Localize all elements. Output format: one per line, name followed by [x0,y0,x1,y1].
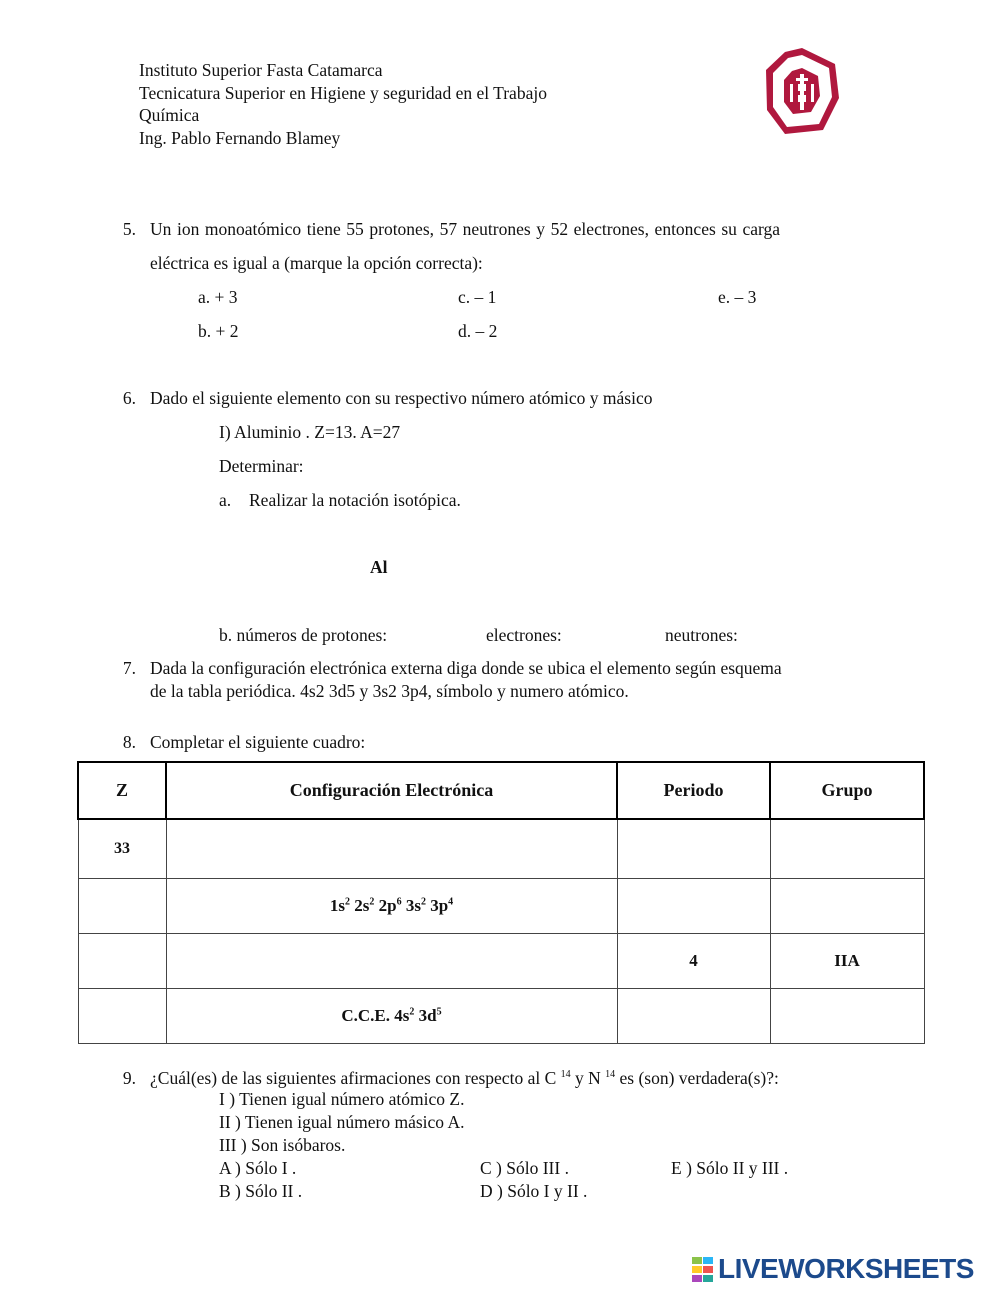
question-6-a-label: a. [219,490,232,510]
question-6-electrones-label: electrones: [486,625,562,645]
program-name: Tecnicatura Superior en Higiene y seguridad en el Trabajo [139,83,547,103]
institute-seal-logo [763,46,841,136]
question-7-text-line2: de la tabla periódica. 4s2 3d5 y 3s2 3p4, símbolo y numero atómico. [150,681,629,701]
question-9-text: ¿Cuál(es) de las siguientes afirmaciones con respecto al C $^{14}$ y N $^{14}$ es (son) verdadera(s)?: [150,1068,779,1088]
question-5-text-line1: Un ion monoatómico tiene 55 protones, 57 neutrones y 52 electrones, entonces su carga [150,219,781,239]
question-5-option-e: e. – 3 [718,287,757,307]
question-7-text-line1: Dada la configuración electrónica externa diga donde se ubica el elemento según esquema [150,658,782,678]
question-6-determinar: Determinar: [219,456,304,476]
table-row [78,819,924,878]
question-9-option-a: A ) Sólo I . [219,1158,297,1178]
row3-config-cell[interactable] [166,933,617,988]
question-9-number: 9. [122,1068,136,1088]
liveworksheets-logo [692,1252,992,1286]
question-7-number: 7. [122,658,136,678]
question-5-number: 5. [122,219,136,239]
row4-z-cell[interactable] [78,988,166,1043]
row1-config-cell[interactable] [166,819,617,878]
isotope-symbol: Al [370,557,388,577]
question-6-number: 6. [122,388,136,408]
header-config: Configuración Electrónica [166,762,617,819]
row4-grupo-cell[interactable] [770,988,924,1043]
row2-grupo-cell[interactable] [770,878,924,933]
question-8-number: 8. [122,732,136,752]
row3-z-cell[interactable] [78,933,166,988]
electron-config-table [77,761,925,1044]
table-row [78,988,924,1043]
teacher-name: Ing. Pablo Fernando Blamey [139,128,341,148]
question-5-option-c: c. – 1 [458,287,497,307]
row1-periodo-cell[interactable] [617,819,770,878]
question-9-statement-2: II ) Tienen igual número másico A. [219,1112,465,1132]
question-9-option-d: D ) Sólo I y II . [480,1181,588,1201]
table-row [78,878,924,933]
row2-periodo-cell[interactable] [617,878,770,933]
question-6-a-text: Realizar la notación isotópica. [249,490,461,510]
liveworksheets-blocks-icon [692,1257,714,1283]
question-9-option-c: C ) Sólo III . [480,1158,569,1178]
question-9-option-b: B ) Sólo II . [219,1181,303,1201]
row3-periodo: 4 [617,933,770,988]
question-9-statement-1: I ) Tienen igual número atómico Z. [219,1089,465,1109]
row1-grupo-cell[interactable] [770,819,924,878]
question-5-text-line2: eléctrica es igual a (marque la opción correcta): [150,253,483,273]
question-6-text: Dado el siguiente elemento con su respectivo número atómico y másico [150,388,653,408]
table-row [78,933,924,988]
institution-name: Instituto Superior Fasta Catamarca [139,60,383,80]
subject-name: Química [139,105,200,125]
row2-config: $1s^2$ $2s^2$ $2p^6$ $3s^2$ $3p^4$ [166,878,617,933]
question-6-protones-label: b. números de protones: [219,625,388,645]
row4-periodo-cell[interactable] [617,988,770,1043]
header-grupo: Grupo [770,762,924,819]
header-periodo: Periodo [617,762,770,819]
row1-z: 33 [78,819,166,878]
question-5-option-b: b. + 2 [198,321,239,341]
question-6-neutrones-label: neutrones: [665,625,738,645]
header-z: Z [78,762,166,819]
row2-z-cell[interactable] [78,878,166,933]
question-9-option-e: E ) Sólo II y III . [671,1158,789,1178]
question-6-element: I) Aluminio . Z=13. A=27 [219,422,401,442]
question-5-option-a: a. + 3 [198,287,238,307]
question-8-text: Completar el siguiente cuadro: [150,732,366,752]
row3-grupo: IIA [770,933,924,988]
table-header-row [78,762,924,819]
question-5-option-d: d. – 2 [458,321,498,341]
row4-config: C.C.E. $4s^2$ $3d^5$ [166,988,617,1043]
liveworksheets-brand: LIVEWORKSHEETS [718,1253,974,1284]
question-9-statement-3: III ) Son isóbaros. [219,1135,346,1155]
